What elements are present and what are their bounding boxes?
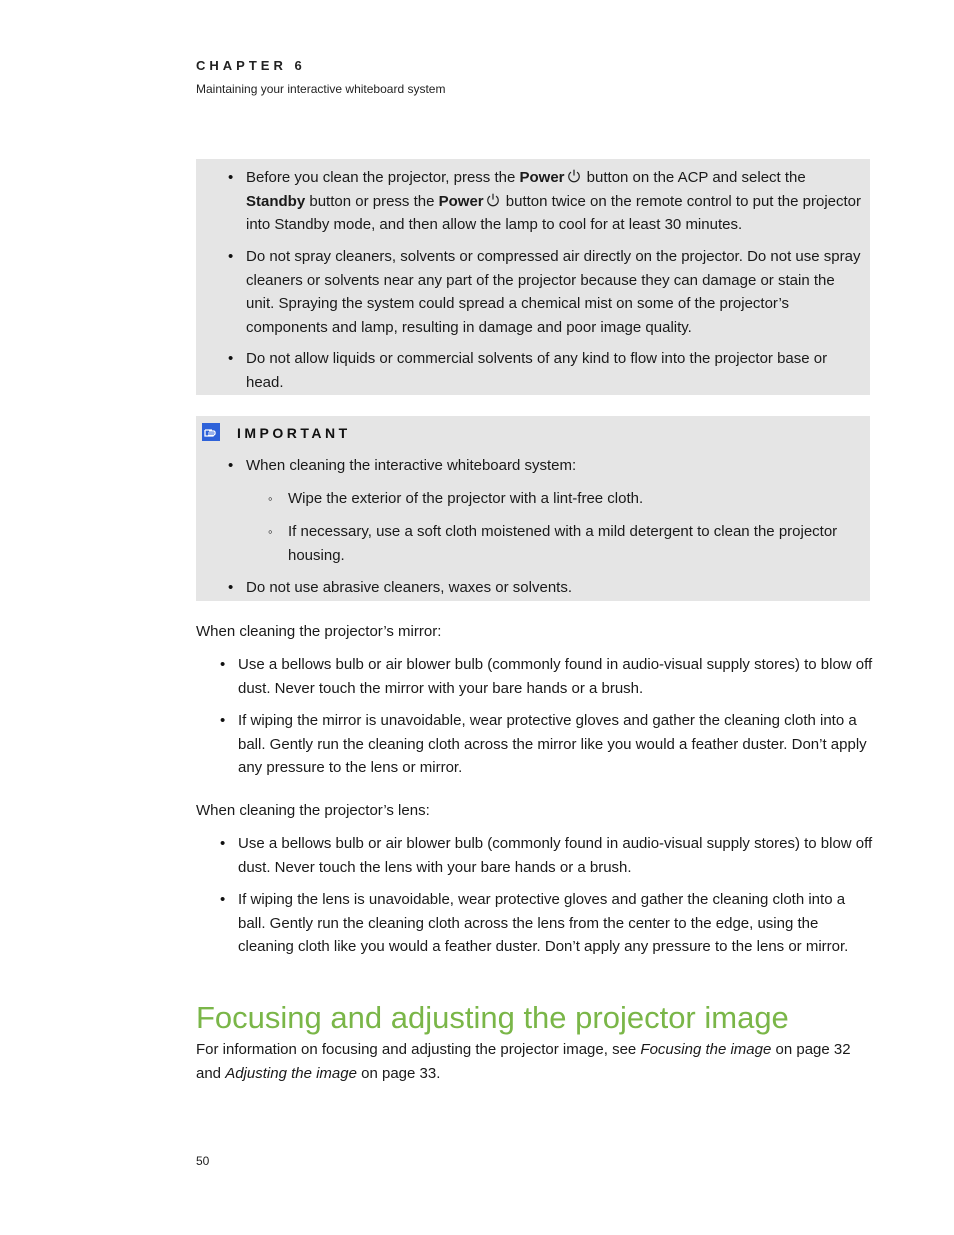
text: button twice on the remote control to put the projector into Standby mode, and then allow the lamp to cool for at least 30 minutes. <box>246 192 861 233</box>
pointing-hand-icon <box>202 423 220 441</box>
list-item: • If wiping the mirror is unavoidable, wear protective gloves and gather the cleaning cloth into a ball. Gently run the cleaning cloth across the mirror like you would a feather duster. Don’t apply any pressure to the lens or mirror. <box>238 709 874 780</box>
cross-reference-adjusting[interactable]: Adjusting the image <box>225 1064 357 1082</box>
cross-reference-focusing[interactable]: Focusing the image <box>640 1041 772 1058</box>
sub-list-item: ◦ Wipe the exterior of the projector with a lint-free cloth. <box>288 487 858 511</box>
list-item: • Do not allow liquids or commercial solvents of any kind to flow into the projector base or head. <box>246 347 846 394</box>
power-icon <box>486 193 500 207</box>
power-label: Power <box>519 169 565 186</box>
power-icon <box>567 169 581 183</box>
lens-intro: When cleaning the projector’s lens: <box>196 802 430 819</box>
text: Before you clean the projector, press the <box>246 169 520 186</box>
list-item <box>246 166 862 237</box>
chapter-title: Maintaining your interactive whiteboard system <box>196 82 446 96</box>
section-heading: Focusing and adjusting the projector image <box>196 1000 789 1035</box>
important-box <box>196 416 870 601</box>
important-label: IMPORTANT <box>237 425 351 441</box>
text: button or press the <box>305 192 439 210</box>
standby-label: Standby <box>246 192 306 210</box>
warning-box <box>196 159 870 395</box>
power-label: Power <box>438 192 484 210</box>
sub-list-item: ◦ If necessary, use a soft cloth moistened with a mild detergent to clean the projector housing. <box>288 520 858 567</box>
list-item: • When cleaning the interactive whiteboard system: <box>246 454 846 478</box>
list-item: • Do not spray cleaners, solvents or compressed air directly on the projector. Do not use spray cleaners or solvents near any part of the projector because they can damage or stain the unit. Spraying the system could spread a chemical mist on some of the projector’s components and lamp, resulting in damage and poor image quality. <box>246 245 866 339</box>
text: For information on focusing and adjusting the projector image, see <box>196 1041 641 1058</box>
chapter-label: CHAPTER 6 <box>196 58 306 73</box>
list-item: • Use a bellows bulb or air blower bulb (commonly found in audio-visual supply stores) to blow off dust. Never touch the lens with your bare hands or a brush. <box>238 832 874 879</box>
text: on page 32 and <box>196 1041 851 1082</box>
list-item: • If wiping the lens is unavoidable, wear protective gloves and gather the cleaning cloth into a ball. Gently run the cleaning cloth across the lens from the center to the edge, using the cleaning cloth like you would a feather duster. Don’t apply any pressure to the lens or mirror. <box>238 888 874 959</box>
section-paragraph <box>196 1038 866 1085</box>
list-item: • Use a bellows bulb or air blower bulb (commonly found in audio-visual supply stores) to blow off dust. Never touch the mirror with your bare hands or a brush. <box>238 653 874 700</box>
text: button on the ACP and select the <box>582 169 806 186</box>
list-item: • Do not use abrasive cleaners, waxes or solvents. <box>246 576 846 600</box>
mirror-intro: When cleaning the projector’s mirror: <box>196 623 442 640</box>
page-number: 50 <box>196 1154 210 1168</box>
text: on page 33. <box>356 1064 441 1082</box>
